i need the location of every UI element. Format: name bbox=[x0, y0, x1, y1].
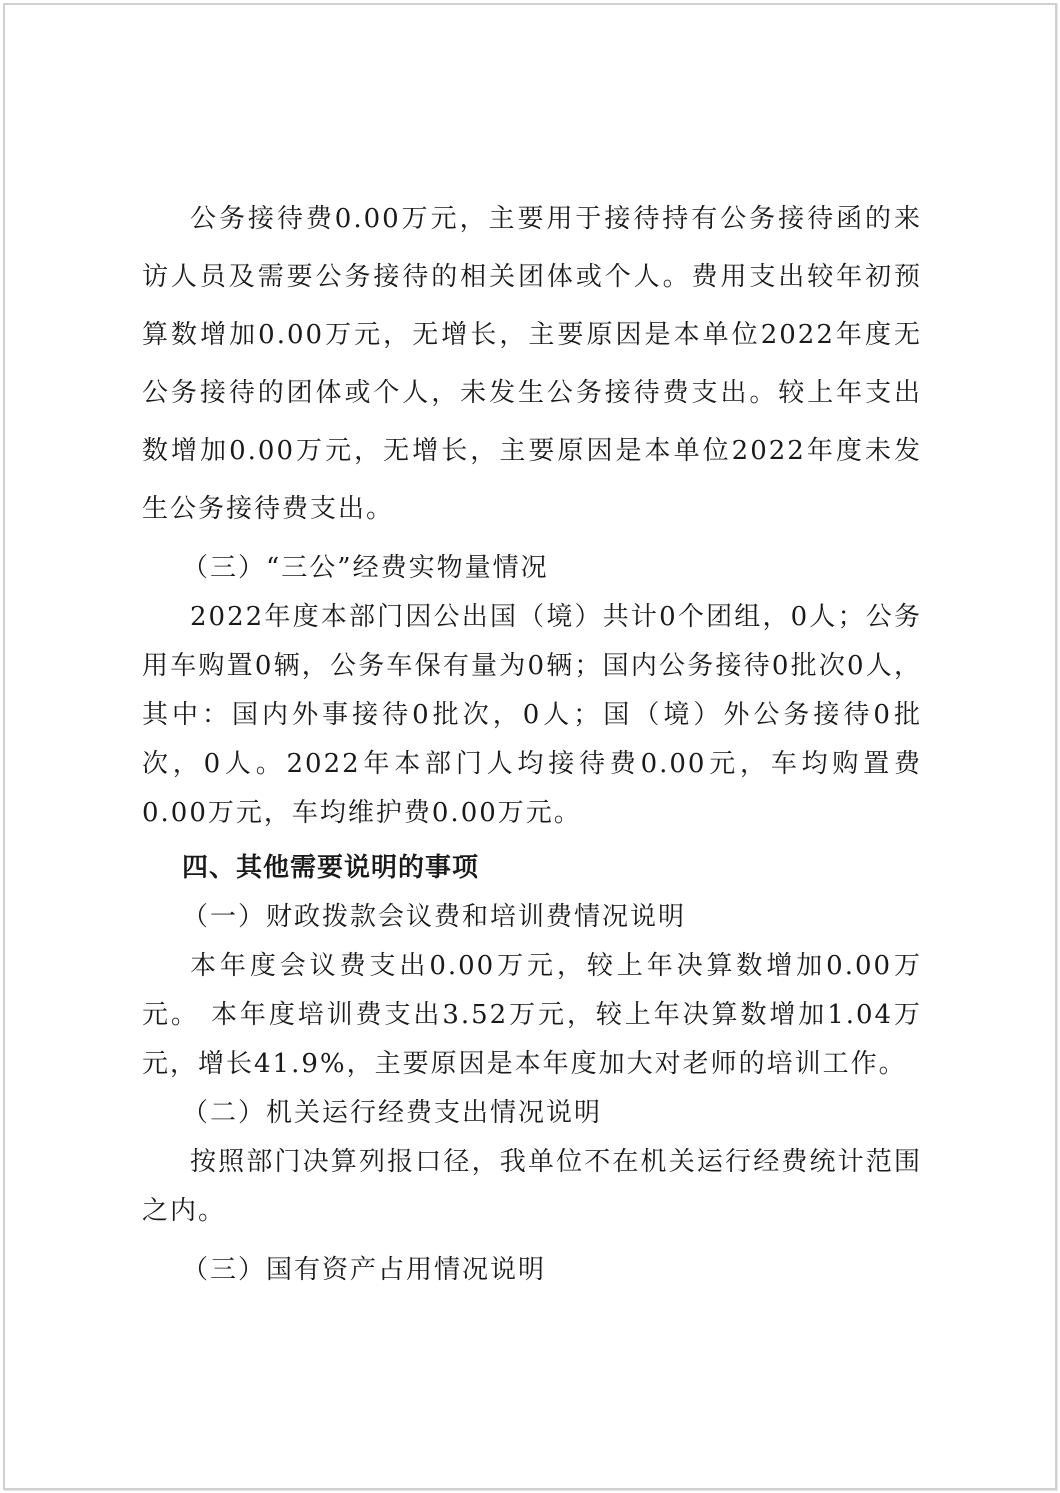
heading-meeting-training: （一）财政拨款会议费和培训费情况说明 bbox=[182, 902, 687, 932]
paragraph-physical-quantity: 2022年度本部门因公出国（境）共计0个团组，0人；公务用车购置0辆，公务车保有量为0辆；国内公务接待0批次0人，其中：国内外事接待0批次，0人；国（境）外公务接待0批次，0人。2022年本部门人均接待费0.00元，车均购置费0.00万元，车均维护费0.00万元。 bbox=[142, 602, 922, 828]
heading-operation-expenses: （二）机关运行经费支出情况说明 bbox=[182, 1098, 603, 1128]
heading-state-assets: （三）国有资产占用情况说明 bbox=[182, 1255, 547, 1285]
heading-physical-quantity: （三）“三公”经费实物量情况 bbox=[182, 553, 549, 583]
heading-section-four: 四、其他需要说明的事项 bbox=[182, 853, 480, 883]
paragraph-reception-fee: 公务接待费0.00万元，主要用于接待持有公务接待函的来访人员及需要公务接待的相关团体或个人。费用支出较年初预算数增加0.00万元，无增长，主要原因是本单位2022年度无公务接待的团体或个人，未发生公务接待费支出。较上年支出数增加0.00万元，无增长，主要原因是本单位2022年度未发生公务接待费支出。 bbox=[142, 204, 922, 524]
paragraph-meeting-training: 本年度会议费支出0.00万元，较上年决算数增加0.00万元。 本年度培训费支出3.52万元，较上年决算数增加1.04万元，增长41.9%，主要原因是本年度加大对老师的培训工作。 bbox=[142, 951, 922, 1079]
paragraph-operation-expenses: 按照部门决算列报口径，我单位不在机关运行经费统计范围之内。 bbox=[142, 1147, 922, 1226]
document-body bbox=[142, 190, 922, 1295]
